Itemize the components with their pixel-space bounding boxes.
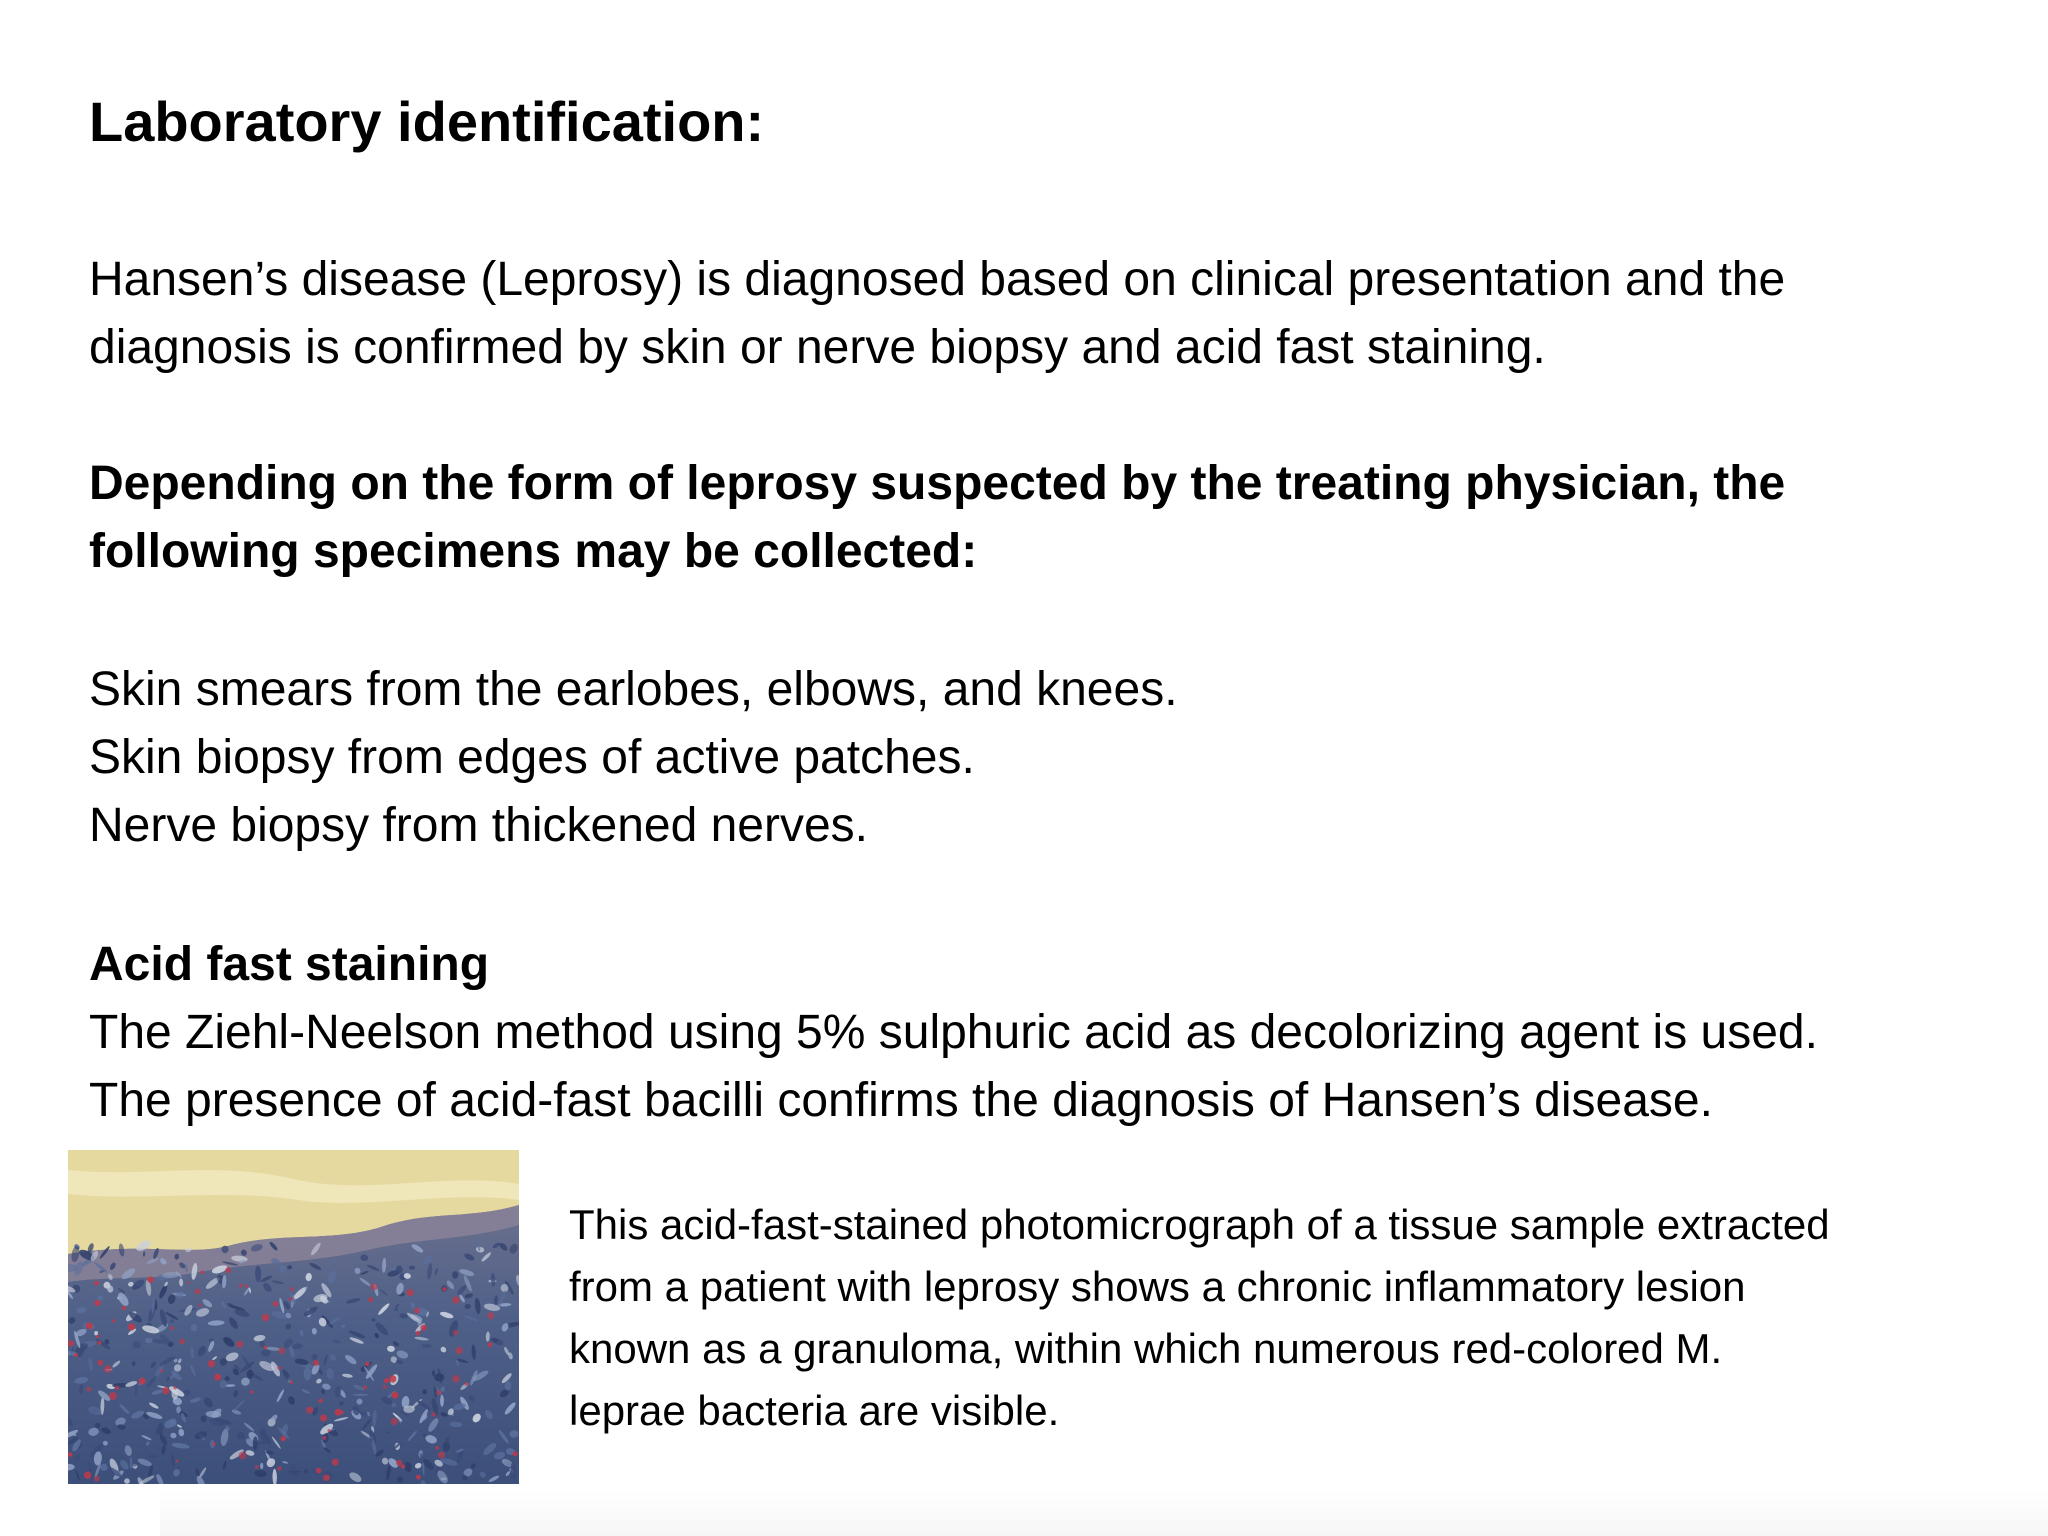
caption-line: This acid-fast-stained photomicrograph of a tissue sample extracted	[569, 1201, 1830, 1248]
photomicrograph-image	[68, 1150, 519, 1484]
caption-line: known as a granuloma, within which numerous red-colored M.	[569, 1325, 1723, 1372]
staining-line: The Ziehl-Neelson method using 5% sulphuric acid as decolorizing agent is used.	[89, 1006, 1818, 1059]
specimen-heading-line: following specimens may be collected:	[89, 525, 978, 578]
specimen-heading-line: Depending on the form of leprosy suspected by the treating physician, the	[89, 457, 1786, 510]
caption-line: from a patient with leprosy shows a chronic inflammatory lesion	[569, 1263, 1746, 1310]
page-title: Laboratory identification:	[89, 90, 765, 153]
staining-line: The presence of acid-fast bacilli confirms the diagnosis of Hansen’s disease.	[89, 1074, 1713, 1127]
intro-line: Hansen’s disease (Leprosy) is diagnosed based on clinical presentation and the	[89, 253, 1786, 306]
image-caption	[569, 1194, 1830, 1442]
specimen-item: Nerve biopsy from thickened nerves.	[89, 799, 869, 852]
intro-line: diagnosis is confirmed by skin or nerve biopsy and acid fast staining.	[89, 321, 1546, 374]
intro-paragraph	[89, 246, 1785, 382]
specimen-list	[89, 656, 1178, 860]
staining-section	[89, 931, 1818, 1135]
caption-line: leprae bacteria are visible.	[569, 1387, 1060, 1434]
specimen-heading	[89, 450, 1785, 586]
specimen-item: Skin smears from the earlobes, elbows, and knees.	[89, 663, 1178, 716]
staining-heading: Acid fast staining	[89, 938, 490, 991]
specimen-item: Skin biopsy from edges of active patches.	[89, 731, 975, 784]
footer-shade	[160, 1490, 2048, 1536]
